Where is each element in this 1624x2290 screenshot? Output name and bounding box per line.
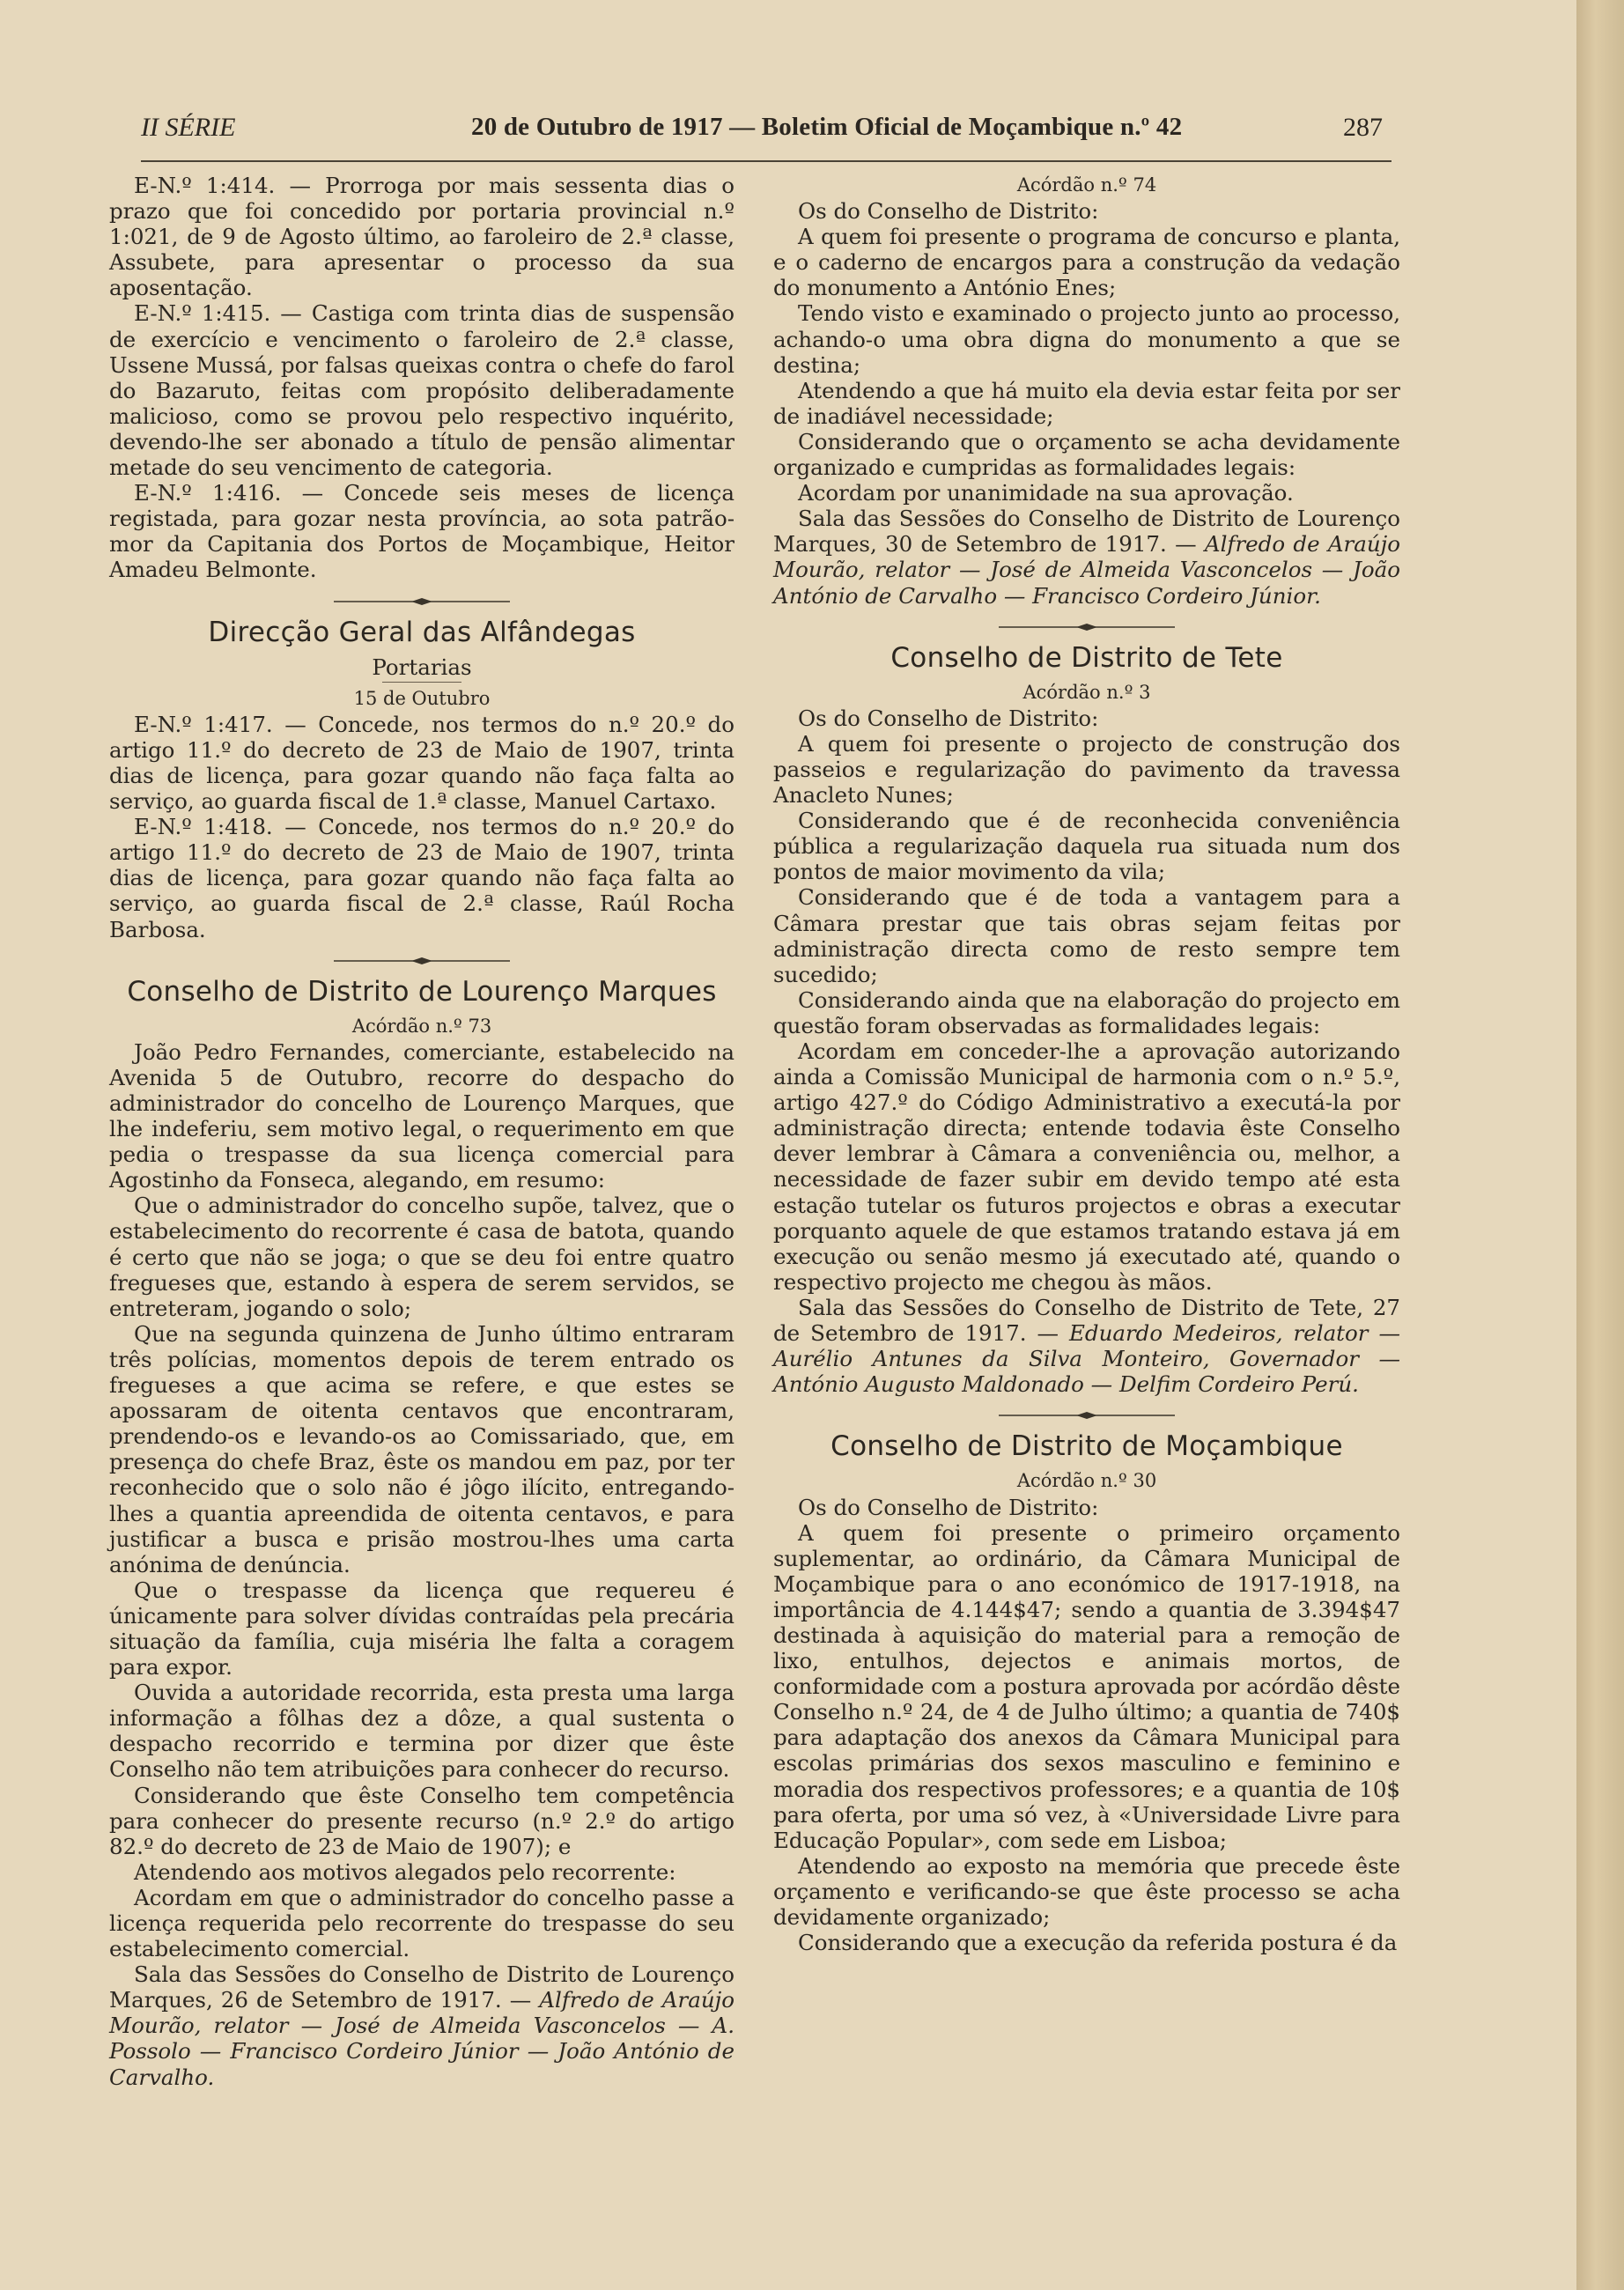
acordao-30-para: Considerando que a execução da referida postura é da [798, 1930, 1398, 1956]
acordao-73-signature [109, 1961, 734, 2089]
left-column [109, 173, 734, 2090]
acordao-3-para: Considerando ainda que na elaboração do projecto em questão foram observadas as formalidades legais: [773, 986, 1400, 1038]
acordao-73-label: Acórdão n.º 73 [351, 1015, 492, 1037]
portaria-1418: E-N.º 1:418. — Concede, nos termos do n.º 20.º do artigo 11.º do decreto de 23 de Maio de 1907, trinta dias de licença, para gozar quando não faça falta ao serviço, ao guarda fiscal de 2.ª classe, Raúl Rocha Barbosa. [109, 814, 734, 942]
acordao-73-para: Acordam em que o administrador do concelho passe a licença requerida pelo recorrente do trespasse do seu estabelecimento comercial. [109, 1884, 734, 1962]
acordao-74-label: Acórdão n.º 74 [1016, 174, 1157, 196]
portarias-label: Portarias [372, 654, 472, 680]
session-line: Sala das Sessões do Conselho de Distrito de Lourenço Marques, 30 de Setembro de 1917. — [773, 506, 1400, 558]
portaria-1416: E-N.º 1:416. — Concede seis meses de licença registada, para gozar nesta província, ao sota patrão-mor da Capitania dos Portos de Moçambique, Heitor Amadeu Belmonte. [109, 480, 734, 583]
acordao-3-signature [773, 1295, 1400, 1397]
section-title-mocambique: Conselho de Distrito de Moçambique [830, 1430, 1343, 1463]
page-header [141, 104, 1383, 157]
acordao-3-para: Acordam em conceder-lhe a aprovação autorizando ainda a Comissão Municipal de harmonia com o n.º 5.º, artigo 427.º do Código Administrativo a executá-la por administração directa; entende todavia êste Conselho dever lembrar à Câmara a conveniência ou, melhor, a necessidade de fazer subir em devido tempo até esta estação tutelar os futuros projectos e obras a executar porquanto aquele de que estamos tratando estava já em execução ou senão mesmo já executado até, quando o respectivo projecto me chegou às mãos. [773, 1038, 1400, 1295]
acordao-3-para: Considerando que é de toda a vantagem para a Câmara prestar que tais obras sejam feitas por administração directa como de resto sempre tem sucedido; [773, 884, 1400, 987]
right-column [773, 173, 1400, 1955]
acordao-3-para: Os do Conselho de Distrito: [798, 705, 1099, 731]
section-divider [999, 1409, 1175, 1422]
acordao-30-para: A quem foi presente o primeiro orçamento suplementar, ao ordinário, da Câmara Municipal de Moçambique para o ano económico de 1917-1918, na importância de 4.144$47; sendo a quantia de 3.394$47 destinada à aquisição do material para a remoção de lixo, entulhos, dejectos e animais mortos, de conformidade com a postura aprovada por acórdão dêste Conselho n.º 24, de 4 de Julho último; a quantia de 740$ para adaptação dos anexos da Câmara Municipal para escolas primárias dos sexos masculino e feminino e moradia dos respectivos professores; e a quantia de 10$ para oferta, por uma só vez, à «Universidade Livre para Educação Popular», com sede em Lisboa; [773, 1519, 1400, 1853]
acordao-73-para: João Pedro Fernandes, comerciante, estabelecido na Avenida 5 de Outubro, recorre do despacho do administrador do concelho de Lourenço Marques, que lhe indeferiu, sem motivo legal, o requerimento em que pedia o trespasse da sua licença comercial para Agostinho da Fonseca, alegando, em resumo: [109, 1038, 734, 1193]
signatories: Eduardo Medeiros, relator — Aurélio Antunes da Silva Monteiro, Governador — António Augusto Maldonado — Delfim Cordeiro Perú. [773, 1320, 1400, 1398]
acordao-30-label: Acórdão n.º 30 [1016, 1470, 1157, 1492]
acordao-73-para: Que o administrador do concelho supõe, talvez, que o estabelecimento do recorrente é casa de batota, quando é certo que não se joga; o que se deu foi entre quatro fregueses que, estando à espera de serem servidos, se entreteram, jogando o solo; [109, 1193, 734, 1321]
acordao-74-para: Acordam por unanimidade na sua aprovação. [798, 480, 1294, 506]
signatories: Alfredo de Araújo Mourão, relator — José de Almeida Vasconcelos — A. Possolo — Francisco Cordeiro Júnior — João António de Carvalho. [109, 1987, 735, 2090]
section-title-tete: Conselho de Distrito de Tete [890, 641, 1283, 674]
acordao-3-para: A quem foi presente o projecto de construção dos passeios e regularização do pavimento da travessa Anacleto Nunes; [773, 730, 1400, 809]
page-number: 287 [1343, 113, 1383, 142]
acordao-30-para: Os do Conselho de Distrito: [798, 1494, 1099, 1520]
acordao-74-para: Tendo visto e examinado o projecto junto ao processo, achando-o uma obra digna do monumento a que se destina; [773, 300, 1400, 378]
section-divider [334, 955, 510, 967]
acordao-74-signature [773, 506, 1400, 608]
signatories: Alfredo de Araújo Mourão, relator — José de Almeida Vasconcelos — João António de Carvalho — Francisco Cordeiro Júnior. [773, 531, 1400, 609]
portaria-1414: E-N.º 1:414. — Prorroga por mais sessenta dias o prazo que foi concedido por portaria provincial n.º 1:021, de 9 de Agosto último, ao faroleiro de 2.ª classe, Assubete, para apresentar o processo da sua aposentação. [109, 173, 734, 301]
acordao-74-para: Atendendo a que há muito ela devia estar feita por ser de inadiável necessidade; [773, 377, 1400, 429]
acordao-73-para: Ouvida a autoridade recorrida, esta presta uma larga informação a fôlhas dez a dôze, a qual sustenta o despacho recorrido e termina por dizer que êste Conselho não tem atribuições para conhecer do recurso. [109, 1680, 734, 1783]
portaria-1417: E-N.º 1:417. — Concede, nos termos do n.º 20.º do artigo 11.º do decreto de 23 de Maio de 1907, trinta dias de licença, para gozar quando não faça falta ao serviço, ao guarda fiscal de 1.ª classe, Manuel Cartaxo. [109, 711, 734, 815]
header-rule [141, 160, 1391, 162]
issue-line: 20 de Outubro de 1917 — Boletim Oficial de Moçambique n.º 42 [471, 113, 1183, 141]
session-line: Sala das Sessões do Conselho de Distrito de Tete, 27 de Setembro de 1917. — [773, 1294, 1400, 1347]
acordao-73-para: Atendendo aos motivos alegados pelo recorrente: [134, 1858, 676, 1885]
acordao-74-para: Considerando que o orçamento se acha devidamente organizado e cumpridas as formalidades legais: [773, 428, 1400, 481]
section-title-lourenco-marques: Conselho de Distrito de Lourenço Marques [127, 975, 717, 1008]
acordao-3-label: Acórdão n.º 3 [1022, 681, 1151, 703]
page-fold-edge [1576, 0, 1624, 2290]
section-title-alfandegas: Direcção Geral das Alfândegas [208, 616, 636, 648]
acordao-74-para: A quem foi presente o programa de concurso e planta, e o caderno de encargos para a construção da vedação do monumento a António Enes; [773, 224, 1400, 301]
portaria-1415: E-N.º 1:415. — Castiga com trinta dias de suspensão de exercício e vencimento o faroleiro de 2.ª classe, Ussene Mussá, por falsas queixas contra o chefe do farol do Bazaruto, feitas com propósito deliberadamente malicioso, como se provou pelo respectivo inquérito, devendo-lhe ser abonado a título de pensão alimentar metade do seu vencimento de categoria. [109, 300, 734, 481]
acordao-73-para: Que na segunda quinzena de Junho último entraram três polícias, momentos depois de terem entrado os fregueses a que acima se refere, e que estes se apossaram de oitenta centavos que encontraram, prendendo-os e levando-os ao Comissariado, que, em presença do chefe Braz, êste os mandou em paz, por ter reconhecido que o solo não é jôgo ilícito, entregando-lhes a quantia apreendida de oitenta centavos, e para justificar a busca e prisão mostrou-lhes uma carta anónima de denúncia. [109, 1320, 734, 1577]
mini-rule [382, 682, 461, 683]
portarias-date: 15 de Outubro [353, 687, 491, 709]
acordao-74-para: Os do Conselho de Distrito: [798, 198, 1099, 225]
acordao-73-para: Considerando que êste Conselho tem competência para conhecer do presente recurso (n.º 2.º do artigo 82.º do decreto de 23 de Maio de 1907); e [109, 1782, 734, 1859]
section-divider [334, 595, 510, 608]
acordao-30-para: Atendendo ao exposto na memória que precede êste orçamento e verificando-se que êste processo se acha devidamente organizado; [773, 1852, 1400, 1930]
acordao-73-para: Que o trespasse da licença que requereu é únicamente para solver dívidas contraídas pela precária situação da família, cuja miséria lhe falta a coragem para expor. [109, 1577, 734, 1681]
session-line: Sala das Sessões do Conselho de Distrito de Lourenço Marques, 26 de Setembro de 1917. — [109, 1961, 734, 2013]
series-label: II SÉRIE [141, 113, 236, 142]
acordao-3-para: Considerando que é de reconhecida conveniência pública a regularização daquela rua situada num dos pontos de maior movimento da vila; [773, 808, 1400, 885]
section-divider [999, 621, 1175, 633]
